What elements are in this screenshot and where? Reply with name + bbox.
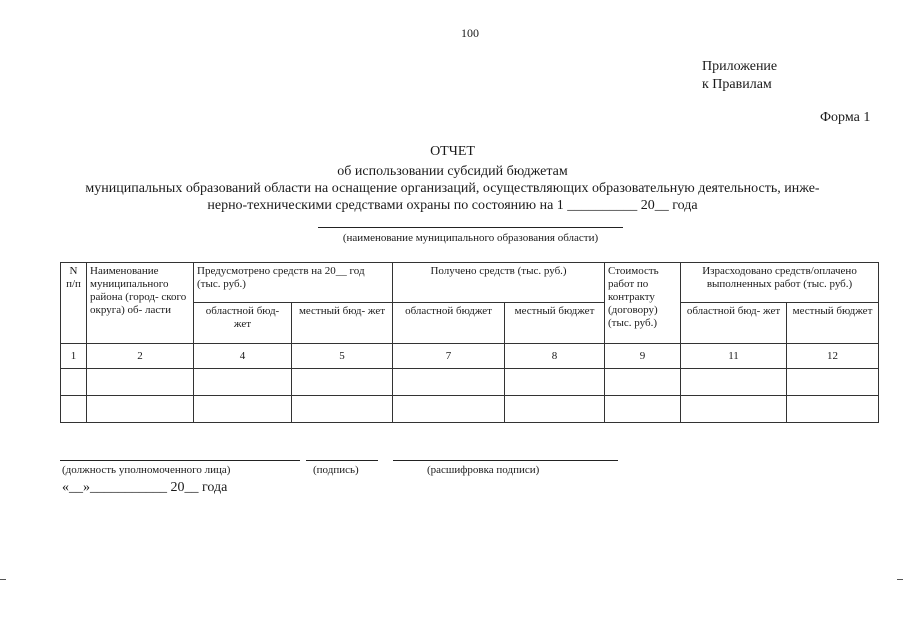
header-planned-regional: областной бюд- жет <box>194 303 292 344</box>
column-number: 7 <box>393 344 505 369</box>
signature-caption: (подпись) <box>313 464 359 476</box>
margin-mark <box>0 579 6 580</box>
table-cell[interactable] <box>787 369 879 396</box>
header-municipality-name: Наименование муниципального района (город- ского округа) об- ласти <box>87 263 194 344</box>
table-cell[interactable] <box>194 396 292 423</box>
table-cell[interactable] <box>681 396 787 423</box>
municipality-name-line <box>318 227 623 228</box>
table-cell[interactable] <box>292 396 393 423</box>
table-cell[interactable] <box>87 396 194 423</box>
header-received-local: местный бюджет <box>505 303 605 344</box>
report-subtitle-line-3: нерно-техническими средствами охраны по состоянию на 1 __________ 20__ года <box>207 198 698 213</box>
column-number-row <box>61 344 879 369</box>
table-cell[interactable] <box>194 369 292 396</box>
appendix-note <box>702 58 777 94</box>
header-received-funds: Получено средств (тыс. руб.) <box>393 263 605 303</box>
appendix-line-2: к Правилам <box>702 77 772 92</box>
report-title: ОТЧЕТ <box>430 144 475 159</box>
table-cell[interactable] <box>61 396 87 423</box>
decoding-caption: (расшифровка подписи) <box>427 464 540 476</box>
column-number: 12 <box>787 344 879 369</box>
header-spent-local: местный бюджет <box>787 303 879 344</box>
municipality-caption: (наименование муниципального образования области) <box>342 232 599 244</box>
table-row <box>61 369 879 396</box>
table-cell[interactable] <box>787 396 879 423</box>
report-subtitle-line-1: об использовании субсидий бюджетам <box>337 164 568 179</box>
header-planned-local: местный бюд- жет <box>292 303 393 344</box>
column-number: 4 <box>194 344 292 369</box>
table-cell[interactable] <box>61 369 87 396</box>
date-line: «__»___________ 20__ года <box>62 480 228 495</box>
header-planned-funds: Предусмотрено средств на 20__ год (тыс. руб.) <box>194 263 393 303</box>
table-cell[interactable] <box>605 396 681 423</box>
table-cell[interactable] <box>505 396 605 423</box>
table-cell[interactable] <box>292 369 393 396</box>
position-line[interactable] <box>60 460 300 461</box>
header-contract-cost: Стоимость работ по контракту (договору) (тыс. руб.) <box>605 263 681 344</box>
table-cell[interactable] <box>505 369 605 396</box>
table-cell[interactable] <box>393 396 505 423</box>
table-cell[interactable] <box>87 369 194 396</box>
header-received-regional: областной бюджет <box>393 303 505 344</box>
position-caption: (должность уполномоченного лица) <box>62 464 231 476</box>
table-cell[interactable] <box>605 369 681 396</box>
header-number: N п/п <box>61 263 87 344</box>
header-spent-regional: областной бюд- жет <box>681 303 787 344</box>
signature-decoding-line[interactable] <box>393 460 618 461</box>
report-subtitle-line-2: муниципальных образований области на оснащение организаций, осуществляющих образовательную деятельность, инже- <box>85 181 820 196</box>
page-number: 100 <box>461 26 479 40</box>
header-spent-funds: Израсходовано средств/оплачено выполненных работ (тыс. руб.) <box>681 263 879 303</box>
column-number: 2 <box>87 344 194 369</box>
report-table <box>60 262 879 423</box>
column-number: 5 <box>292 344 393 369</box>
table-cell[interactable] <box>393 369 505 396</box>
margin-mark <box>897 579 903 580</box>
form-label: Форма 1 <box>820 110 871 125</box>
appendix-line-1: Приложение <box>702 59 778 74</box>
signature-line[interactable] <box>306 460 378 461</box>
column-number: 1 <box>61 344 87 369</box>
column-number: 9 <box>605 344 681 369</box>
column-number: 11 <box>681 344 787 369</box>
column-number: 8 <box>505 344 605 369</box>
table-cell[interactable] <box>681 369 787 396</box>
table-row <box>61 396 879 423</box>
